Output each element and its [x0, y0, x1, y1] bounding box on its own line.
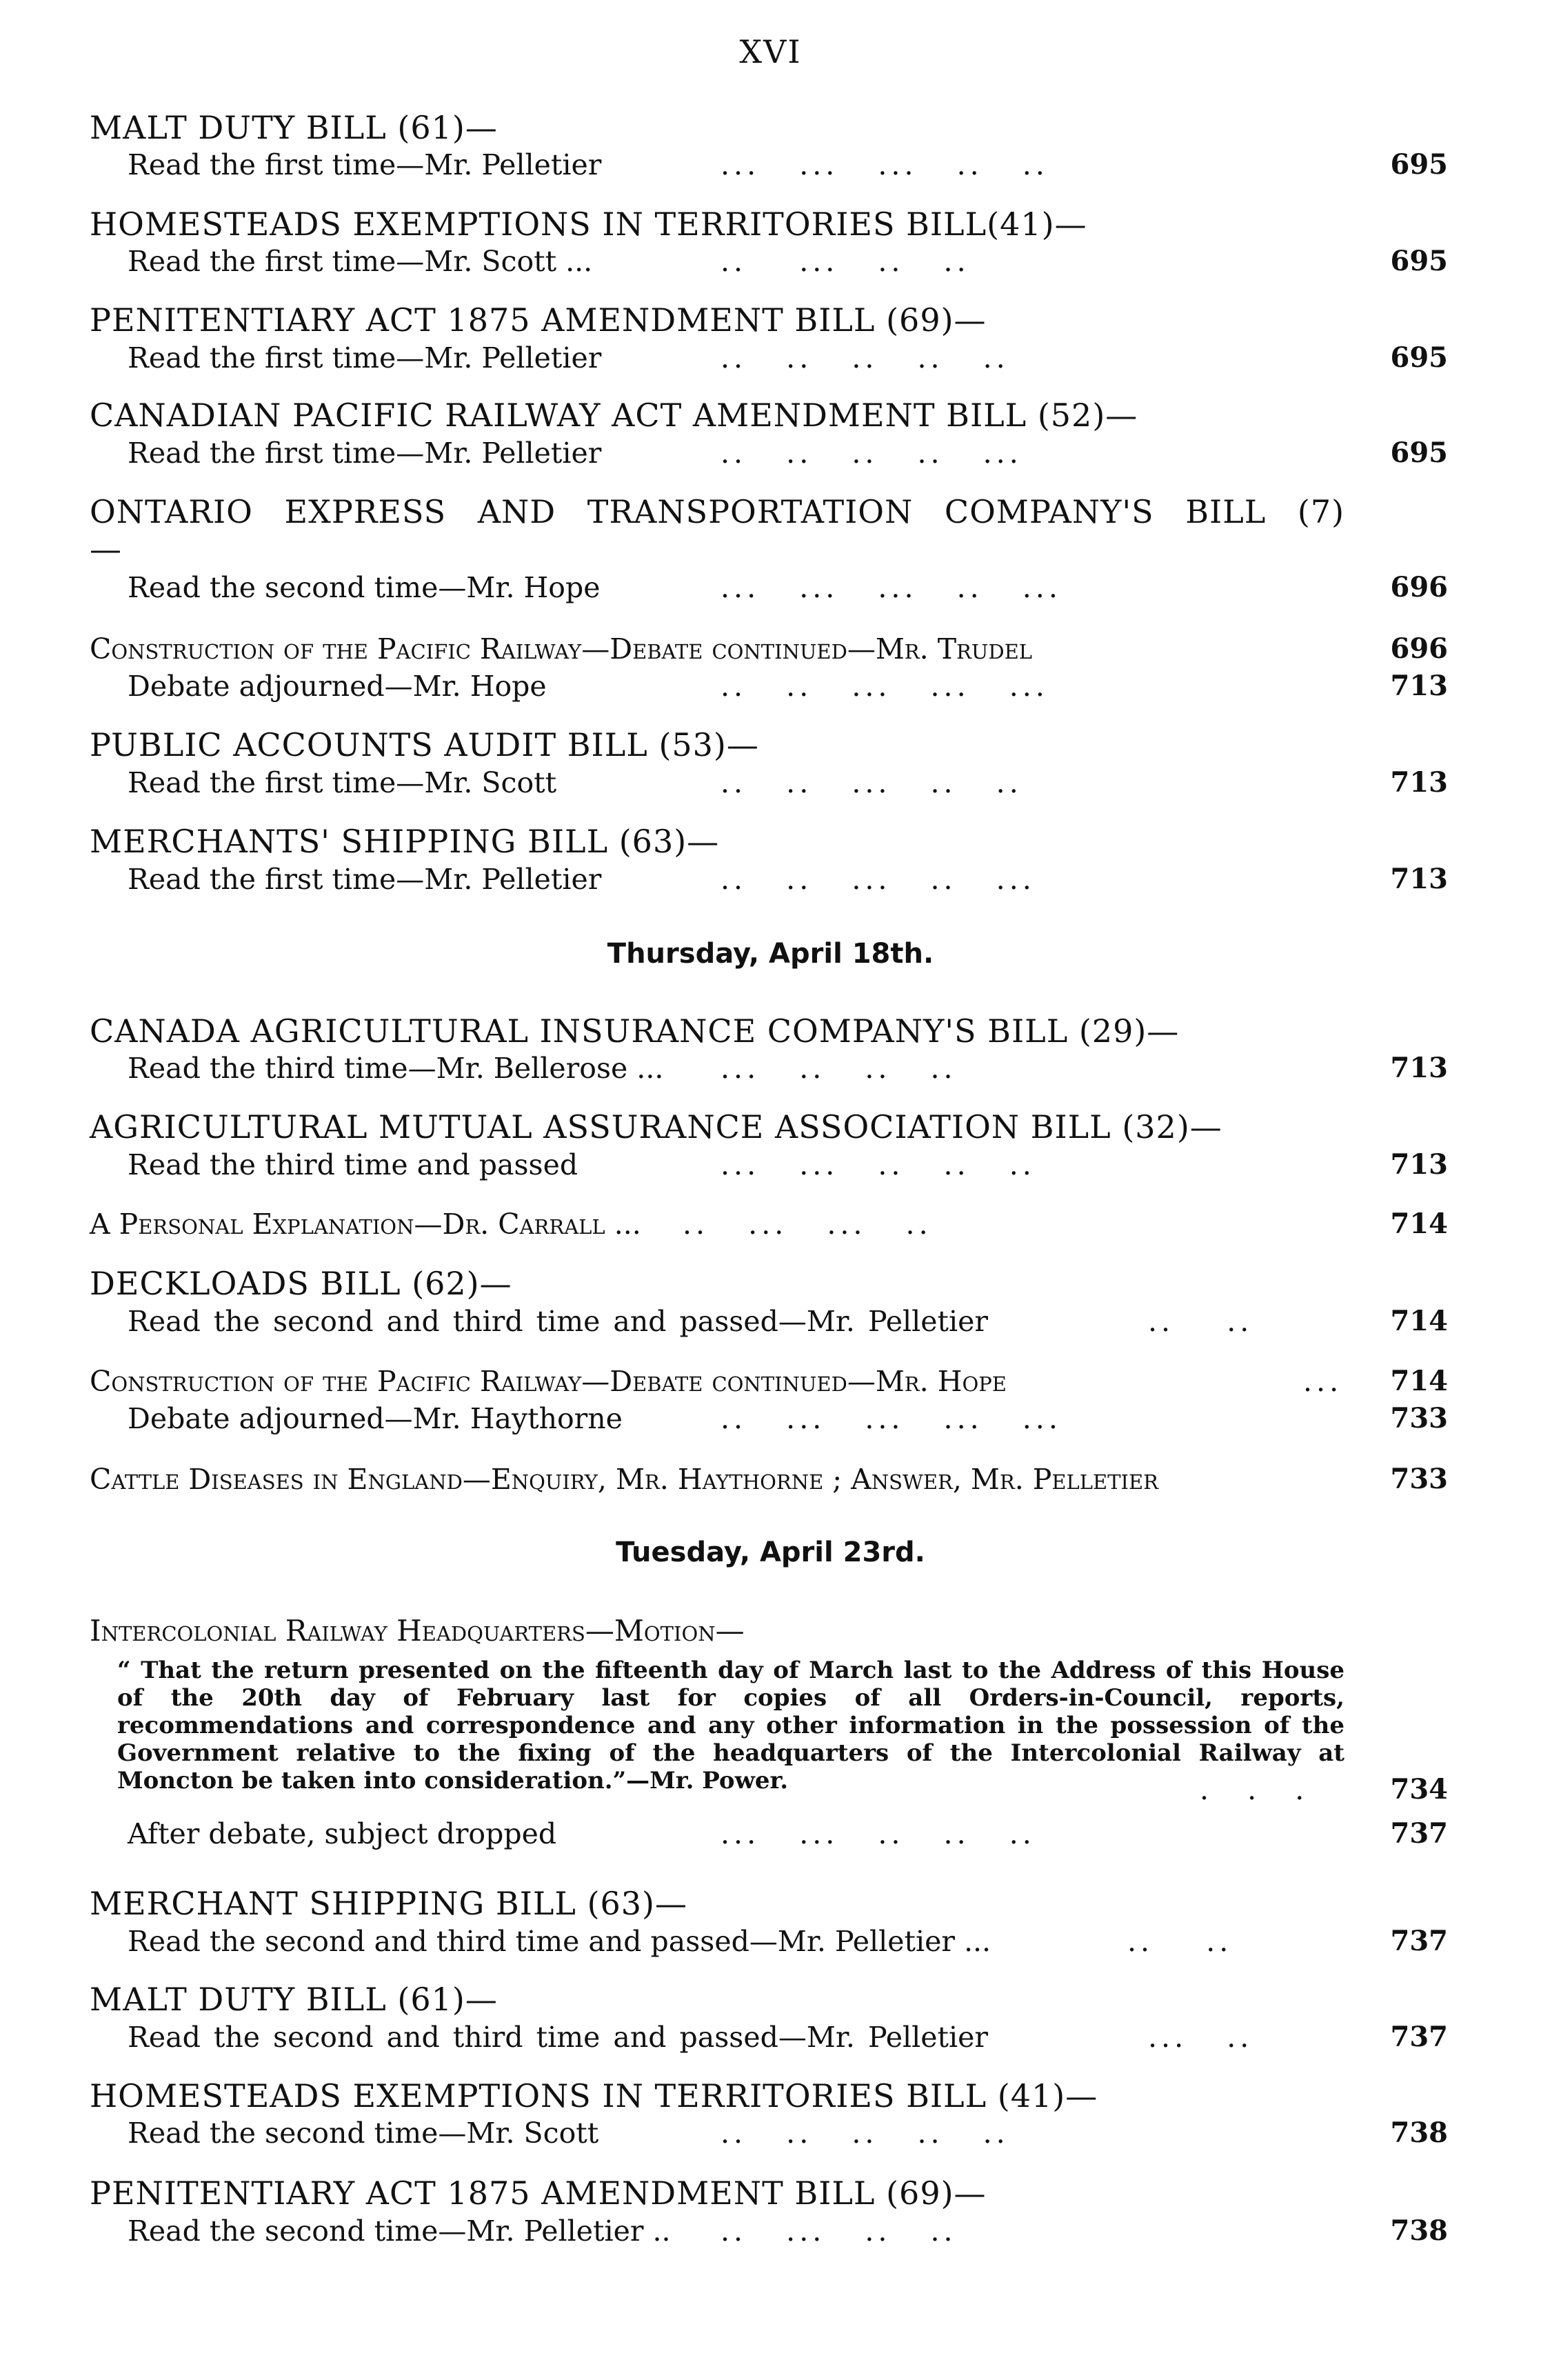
- bill-title-canada-agricultural: CANADA AGRICULTURAL INSURANCE COMPANY'S BILL (29)—: [90, 1012, 1180, 1050]
- index-entry: [128, 1400, 1448, 1437]
- leader-dots: .. ... ... ..: [683, 1208, 932, 1241]
- leader-dots: ... .. .. ..: [721, 1052, 957, 1085]
- index-entry: [128, 1815, 1448, 1852]
- bill-title-malt-duty: MALT DUTY BILL (61)—: [90, 109, 498, 146]
- entry-text: Read the third time—Mr. Bellerose ...: [128, 1052, 664, 1085]
- page-ref: 738: [1390, 2214, 1448, 2247]
- index-entry: [128, 1303, 1448, 1340]
- entry-text: Debate adjourned—Mr. Haythorne: [128, 1402, 623, 1435]
- index-entry-construction-pacific: [90, 630, 1448, 668]
- leader-dots: ... ..: [1148, 2021, 1253, 2054]
- entry-text: Read the first time—Mr. Scott: [128, 766, 557, 799]
- bill-title-deckloads: DECKLOADS BILL (62)—: [90, 1265, 512, 1302]
- entry-text: Construction of the Pacific Railway—Debate continued—Mr. Hope: [90, 1365, 1007, 1398]
- entry-text: Read the second time—Mr. Hope: [128, 571, 601, 604]
- leader-dots: .. .. .. .. ..: [721, 341, 1009, 374]
- leader-dots: ... ... .. .. ..: [721, 1817, 1036, 1850]
- page-ref: 696: [1390, 632, 1448, 665]
- page-ref: 713: [1390, 766, 1448, 799]
- index-entry: [128, 668, 1448, 705]
- leader-dots: .. ..: [1127, 1925, 1233, 1958]
- leader-dots: .. ... ... ... ...: [721, 1402, 1062, 1435]
- entry-text: Read the second time—Mr. Pelletier ..: [128, 2214, 671, 2248]
- page-ref: 695: [1390, 437, 1448, 469]
- leader-dots: ... ... ... .. ...: [721, 571, 1062, 604]
- bill-title-penitentiary-2: PENITENTIARY ACT 1875 AMENDMENT BILL (69)—: [90, 2174, 987, 2212]
- index-entry: [128, 764, 1448, 801]
- index-entry: [128, 1050, 1448, 1087]
- index-entry: [128, 1923, 1448, 1960]
- date-heading-thursday: Thursday, April 18th.: [607, 938, 934, 970]
- index-entry-construction-pacific-2: [90, 1363, 1448, 1400]
- entry-text: Read the first time—Mr. Pelletier: [128, 863, 602, 896]
- index-entry: [128, 569, 1448, 606]
- leader-dots: .. .. ... ... ...: [721, 670, 1049, 703]
- entry-text: Read the first time—Mr. Pelletier: [128, 341, 602, 374]
- entry-text: Read the third time and passed: [128, 1148, 578, 1181]
- leader-dots: .. .. ... .. ..: [721, 766, 1023, 799]
- page-ref: 695: [1390, 341, 1448, 374]
- motion-text: “ That the return presented on the fifteenth day of March last to the Address of this House of the 20th day of February last for copies of all Orders-in-Council, reports, recommendations and correspondence and any other information in the possession of the Government relative to the fixing of the headquarters of the Intercolonial Railway at Moncton be taken into consideration.”—Mr. Power.: [117, 1657, 1344, 1794]
- entry-text: Read the second and third time and passed—Mr. Pelletier: [128, 1305, 988, 1338]
- entry-text: Read the second and third time and passed—Mr. Pelletier ...: [128, 1925, 991, 1958]
- leader-dots: .. ... .. ..: [721, 2214, 957, 2248]
- page-ref: 713: [1390, 863, 1448, 895]
- leader-dots: . . .: [1200, 1773, 1311, 1806]
- entry-text: Debate adjourned—Mr. Hope: [128, 670, 547, 703]
- entry-text: Construction of the Pacific Railway—Debate continued—Mr. Trudel: [90, 632, 1033, 666]
- page-ref: 737: [1390, 1925, 1448, 1957]
- index-entry: [128, 339, 1448, 377]
- index-entry: [128, 434, 1448, 472]
- bill-title-malt-duty-2: MALT DUTY BILL (61)—: [90, 1981, 498, 2018]
- entry-text: After debate, subject dropped: [128, 1817, 557, 1850]
- entry-text: Read the first time—Mr. Pelletier: [128, 148, 602, 181]
- entry-text: Read the first time—Mr. Pelletier: [128, 437, 602, 470]
- index-entry: [128, 2212, 1448, 2250]
- bill-title-agricultural-mutual: AGRICULTURAL MUTUAL ASSURANCE ASSOCIATION BILL (32)—: [90, 1108, 1222, 1146]
- page-ref: 695: [1390, 245, 1448, 277]
- page-ref: 714: [1390, 1305, 1448, 1337]
- entry-text: A Personal Explanation—Dr. Carrall ...: [90, 1208, 641, 1241]
- page-ref: 714: [1390, 1365, 1448, 1397]
- page-ref: 733: [1390, 1402, 1448, 1434]
- index-entry: [128, 861, 1448, 898]
- page-ref: 713: [1390, 1052, 1448, 1084]
- leader-dots: .. ..: [1148, 1305, 1253, 1338]
- index-entry: [128, 2114, 1448, 2152]
- page-ref: 713: [1390, 670, 1448, 702]
- leader-dots: .. .. .. .. ..: [721, 2117, 1009, 2150]
- leader-dots: .. .. ... .. ...: [721, 863, 1036, 896]
- bill-title-homesteads-2: HOMESTEADS EXEMPTIONS IN TERRITORIES BILL (41)—: [90, 2077, 1098, 2114]
- page-number: XVI: [739, 33, 802, 70]
- index-entry-cattle-diseases: [90, 1461, 1448, 1498]
- page-ref: 713: [1390, 1148, 1448, 1181]
- bill-title-public-accounts: PUBLIC ACCOUNTS AUDIT BILL (53)—: [90, 726, 759, 763]
- leader-dots: .. ... .. ..: [721, 245, 970, 278]
- page-ref: 737: [1390, 1817, 1448, 1850]
- page-ref: 734: [1390, 1773, 1448, 1806]
- index-entry: [1200, 1771, 1448, 1808]
- bill-title-cpr-amendment: CANADIAN PACIFIC RAILWAY ACT AMENDMENT BILL (52)—: [90, 397, 1138, 434]
- leader-dots: ...: [1303, 1365, 1343, 1398]
- page-ref: 737: [1390, 2021, 1448, 2053]
- index-entry: [128, 1146, 1448, 1183]
- page-ref: 733: [1390, 1463, 1448, 1495]
- bill-title-ontario-express: ONTARIO EXPRESS AND TRANSPORTATION COMPANY'S BILL (7)—: [90, 493, 1345, 568]
- date-heading-tuesday: Tuesday, April 23rd.: [616, 1537, 925, 1568]
- bill-title-penitentiary: PENITENTIARY ACT 1875 AMENDMENT BILL (69)—: [90, 301, 987, 339]
- bill-title-merchant-shipping: MERCHANT SHIPPING BILL (63)—: [90, 1885, 688, 1922]
- bill-title-merchants-shipping: MERCHANTS' SHIPPING BILL (63)—: [90, 823, 720, 860]
- page-ref: 738: [1390, 2117, 1448, 2149]
- index-entry-personal-explanation: [90, 1206, 1448, 1243]
- index-entry: [128, 243, 1448, 280]
- leader-dots: .. .. .. .. ...: [721, 437, 1023, 470]
- entry-text: Cattle Diseases in England—Enquiry, Mr. Haythorne ; Answer, Mr. Pelletier: [90, 1463, 1159, 1496]
- bill-title-homesteads: HOMESTEADS EXEMPTIONS IN TERRITORIES BILL(41)—: [90, 206, 1087, 243]
- entry-text: Read the second time—Mr. Scott: [128, 2117, 599, 2150]
- index-entry: [128, 2019, 1448, 2056]
- page-ref: 696: [1390, 571, 1448, 603]
- leader-dots: ... ... .. .. ..: [721, 1148, 1036, 1181]
- motion-title-intercolonial: Intercolonial Railway Headquarters—Motion—: [90, 1614, 745, 1648]
- page-ref: 695: [1390, 148, 1448, 181]
- page-ref: 714: [1390, 1208, 1448, 1240]
- entry-text: Read the first time—Mr. Scott ...: [128, 245, 593, 278]
- index-entry: [128, 146, 1448, 183]
- entry-text: Read the second and third time and passed—Mr. Pelletier: [128, 2021, 988, 2054]
- leader-dots: ... ... ... .. ..: [721, 148, 1049, 181]
